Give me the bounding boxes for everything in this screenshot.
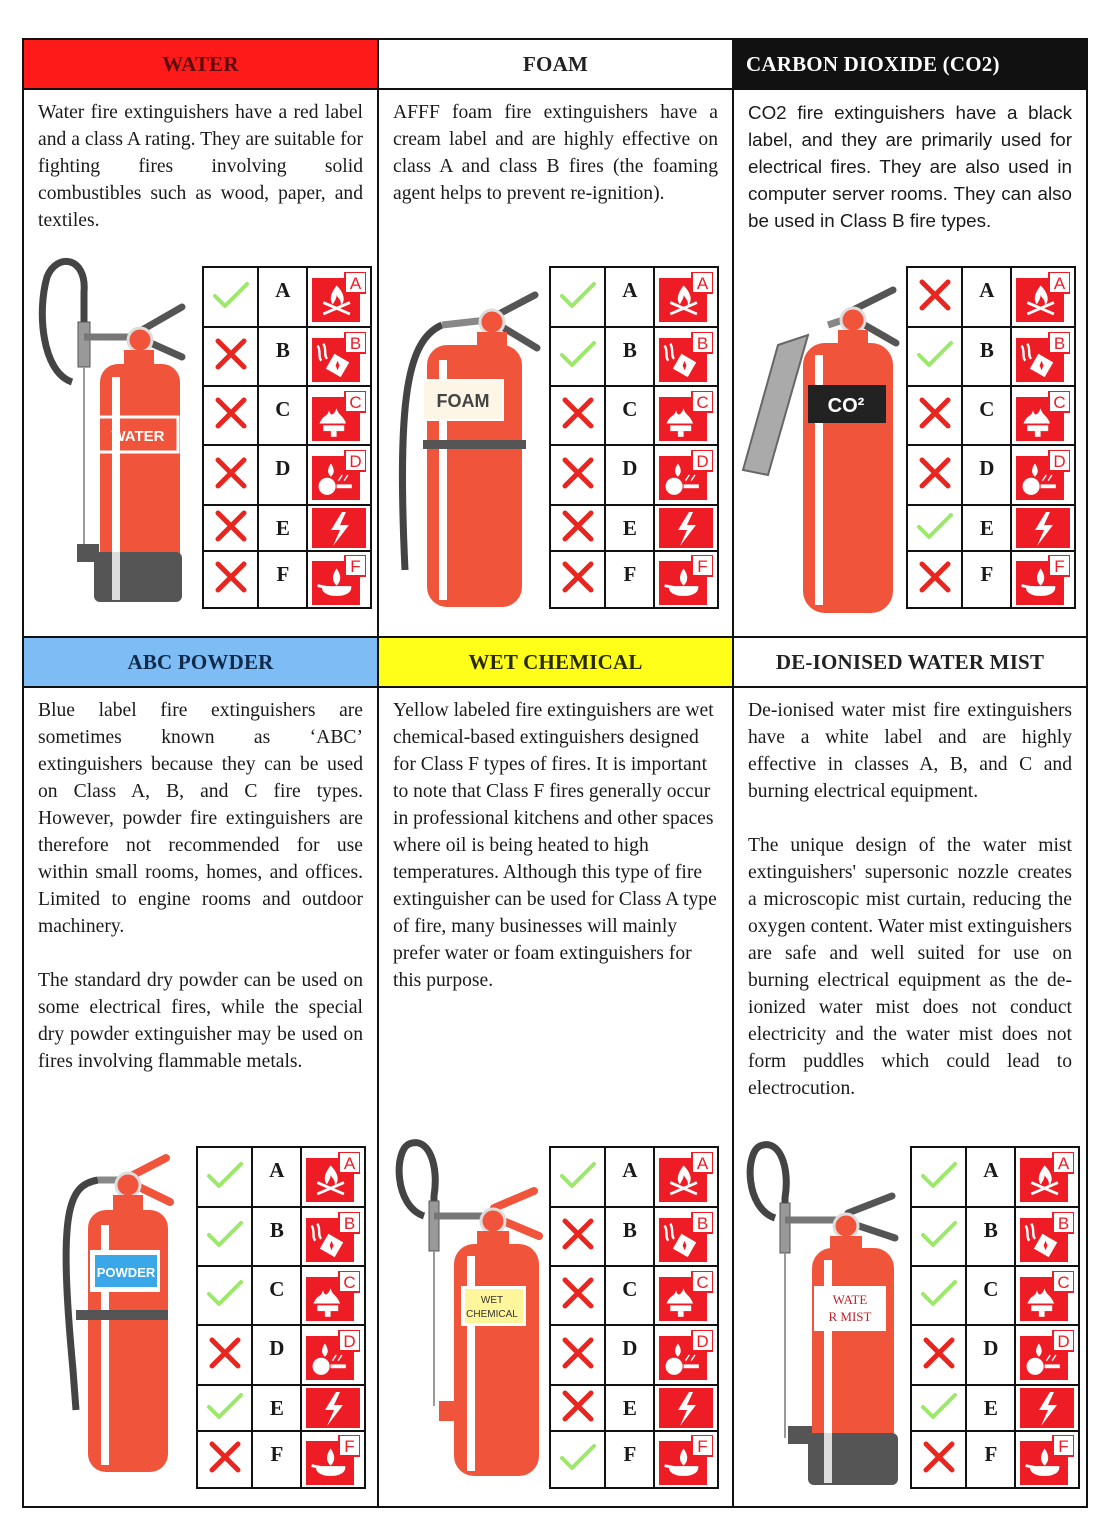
- description-paragraph: Yellow labeled fire extinguishers are wet chemical-based extinguishers designed for Class F types of fires. It is important to note that Class F fires generally occur in professional kitchens and other spaces where oil is being heated to high temperatures. Although this type of fire extinguisher can be used for Class A type of fire, many businesses will mainly prefer water or foam extinguishers for this purpose.: [393, 700, 717, 991]
- cross-icon: [907, 386, 962, 445]
- svg-text:F: F: [344, 1436, 355, 1456]
- svg-text:F: F: [697, 556, 708, 576]
- rating-row-class-a: [197, 1147, 365, 1207]
- cross-icon: [550, 1207, 605, 1266]
- fire-class-d-metal-icon: [654, 1325, 718, 1385]
- rating-row-class-e: [203, 505, 371, 551]
- svg-text:D: D: [696, 452, 709, 471]
- fire-class-letter: E: [252, 1385, 301, 1431]
- fire-class-b-liquid-icon: [654, 1207, 718, 1266]
- section-co2: [734, 40, 1086, 638]
- svg-text:B: B: [697, 1213, 709, 1233]
- cross-icon: [197, 1325, 252, 1385]
- svg-text:F: F: [1058, 1436, 1069, 1456]
- fire-class-letter: F: [605, 551, 654, 608]
- fire-class-a-solid-icon: [654, 267, 718, 327]
- cross-icon: [197, 1431, 252, 1488]
- section-title: CARBON DIOXIDE (CO2): [746, 51, 1000, 76]
- fire-class-c-gas-icon: [654, 386, 718, 445]
- fire-class-letter: C: [962, 386, 1011, 445]
- fire-class-letter: A: [966, 1147, 1015, 1207]
- co2-extinguisher-image: [738, 275, 908, 615]
- svg-text:C: C: [1053, 392, 1066, 412]
- fire-class-letter: B: [966, 1207, 1015, 1266]
- svg-text:A: A: [344, 1154, 356, 1173]
- section-header-foam: [379, 40, 732, 90]
- svg-text:D: D: [343, 1332, 356, 1351]
- fire-class-f-cooking-oil-icon: [654, 1431, 718, 1488]
- fire-class-letter: D: [605, 1325, 654, 1385]
- fire-class-c-gas-icon: [307, 386, 371, 445]
- fire-class-letter: A: [962, 267, 1011, 327]
- cross-icon: [203, 386, 258, 445]
- fire-class-f-cooking-oil-icon: [654, 551, 718, 608]
- fire-class-rating-table: [202, 266, 372, 609]
- section-header-wet-chemical: [379, 638, 732, 688]
- svg-text:A: A: [350, 274, 362, 293]
- rating-row-class-b: [197, 1207, 365, 1266]
- section-title: FOAM: [523, 51, 588, 76]
- cross-icon: [203, 505, 258, 551]
- check-icon: [550, 327, 605, 386]
- svg-text:C: C: [696, 392, 709, 412]
- check-icon: [911, 1147, 966, 1207]
- fire-class-a-solid-icon: [654, 1147, 718, 1207]
- fire-class-letter: C: [252, 1266, 301, 1325]
- check-icon: [911, 1266, 966, 1325]
- fire-class-b-liquid-icon: [301, 1207, 365, 1266]
- fire-class-b-liquid-icon: [654, 327, 718, 386]
- section-header-abc-powder: [24, 638, 377, 688]
- cross-icon: [203, 445, 258, 505]
- fire-class-d-metal-icon: [654, 445, 718, 505]
- check-icon: [550, 267, 605, 327]
- fire-class-letter: F: [605, 1431, 654, 1488]
- rating-row-class-f: [907, 551, 1075, 608]
- wet-chemical-extinguisher-image: [389, 1136, 549, 1481]
- section-water-mist: [734, 638, 1086, 1506]
- cross-icon: [550, 445, 605, 505]
- cross-icon: [550, 386, 605, 445]
- description-paragraph: The standard dry powder can be used on some electrical fires, while the special dry powder extinguisher may be used on fires involving flammable metals.: [38, 970, 363, 1072]
- section-description: [24, 90, 377, 234]
- description-paragraph: Water fire extinguishers have a red label and a class A rating. They are suitable for fighting fires involving solid combustibles such as wood, paper, and textiles.: [38, 102, 363, 231]
- rating-row-class-b: [911, 1207, 1079, 1266]
- check-icon: [911, 1385, 966, 1431]
- rating-row-class-a: [203, 267, 371, 327]
- fire-class-letter: A: [605, 267, 654, 327]
- fire-class-rating-table: [910, 1146, 1080, 1489]
- fire-class-letter: C: [605, 1266, 654, 1325]
- fire-class-e-electrical-icon: [1011, 505, 1075, 551]
- fire-class-letter: E: [605, 1385, 654, 1431]
- fire-class-letter: C: [258, 386, 307, 445]
- check-icon: [907, 327, 962, 386]
- rating-row-class-e: [911, 1385, 1079, 1431]
- rating-rows: [203, 267, 371, 608]
- fire-class-a-solid-icon: [1011, 267, 1075, 327]
- rating-row-class-b: [550, 1207, 718, 1266]
- cross-icon: [907, 445, 962, 505]
- svg-text:D: D: [349, 452, 362, 471]
- rating-row-class-c: [550, 386, 718, 445]
- description-paragraph: Blue label fire extinguishers are sometimes known as ‘ABC’ extinguishers because they can be used on Class A, B, and C fire types. However, powder fire extinguishers are therefore not recommended for use within small rooms, homes, and offices. Limited to engine rooms and outdoor machinery.: [38, 700, 363, 937]
- fire-class-a-solid-icon: [307, 267, 371, 327]
- section-header-water-mist: [734, 638, 1086, 688]
- section-foam: [379, 40, 734, 638]
- fire-class-b-liquid-icon: [307, 327, 371, 386]
- fire-class-letter: A: [258, 267, 307, 327]
- fire-class-letter: C: [605, 386, 654, 445]
- description-paragraph: AFFF foam fire extinguishers have a cream label and are highly effective on class A and class B fires (the foaming agent helps to prevent re-ignition).: [393, 102, 718, 204]
- fire-class-letter: A: [252, 1147, 301, 1207]
- section-title: WATER: [162, 51, 239, 76]
- svg-text:A: A: [1058, 1154, 1070, 1173]
- check-icon: [550, 1431, 605, 1488]
- section-description: [24, 688, 377, 1075]
- fire-class-e-electrical-icon: [301, 1385, 365, 1431]
- svg-text:A: A: [697, 274, 709, 293]
- extinguisher-label-line2: R MIST: [828, 1309, 872, 1324]
- fire-class-e-electrical-icon: [1015, 1385, 1079, 1431]
- rating-row-class-b: [203, 327, 371, 386]
- rating-row-class-f: [550, 551, 718, 608]
- section-header-water: [24, 40, 377, 90]
- extinguisher-label-line1: WET: [480, 1295, 504, 1306]
- rating-row-class-f: [203, 551, 371, 608]
- rating-row-class-c: [907, 386, 1075, 445]
- fire-class-f-cooking-oil-icon: [301, 1431, 365, 1488]
- rating-row-class-c: [550, 1266, 718, 1325]
- fire-class-letter: F: [258, 551, 307, 608]
- fire-class-f-cooking-oil-icon: [307, 551, 371, 608]
- fire-class-a-solid-icon: [1015, 1147, 1079, 1207]
- extinguisher-label: CO²: [827, 395, 865, 417]
- check-icon: [197, 1266, 252, 1325]
- check-icon: [907, 505, 962, 551]
- extinguisher-label-line2: CHEMICAL: [466, 1309, 518, 1320]
- fire-class-b-liquid-icon: [1015, 1207, 1079, 1266]
- rating-row-class-d: [197, 1325, 365, 1385]
- svg-text:D: D: [1053, 452, 1066, 471]
- section-title: WET CHEMICAL: [468, 649, 643, 674]
- fire-class-c-gas-icon: [1011, 386, 1075, 445]
- rating-row-class-a: [550, 1147, 718, 1207]
- fire-class-rating-table: [906, 266, 1076, 609]
- description-paragraph: De-ionised water mist fire extinguishers have a white label and are highly effective in classes A, B, and C and burning electrical equipment.: [748, 700, 1072, 802]
- fire-class-e-electrical-icon: [307, 505, 371, 551]
- svg-text:B: B: [697, 333, 709, 353]
- rating-rows: [907, 267, 1075, 608]
- water-extinguisher-image: [32, 252, 192, 607]
- fire-class-letter: D: [962, 445, 1011, 505]
- svg-text:D: D: [1057, 1332, 1070, 1351]
- check-icon: [550, 1147, 605, 1207]
- cross-icon: [907, 551, 962, 608]
- fire-class-letter: E: [605, 505, 654, 551]
- fire-class-e-electrical-icon: [654, 1385, 718, 1431]
- check-icon: [197, 1207, 252, 1266]
- fire-class-letter: F: [962, 551, 1011, 608]
- fire-class-letter: D: [605, 445, 654, 505]
- rating-row-class-d: [203, 445, 371, 505]
- check-icon: [197, 1147, 252, 1207]
- svg-text:C: C: [1057, 1272, 1070, 1292]
- fire-class-rating-table: [196, 1146, 366, 1489]
- rating-row-class-f: [197, 1431, 365, 1488]
- cross-icon: [550, 551, 605, 608]
- section-water: [24, 40, 379, 638]
- fire-class-d-metal-icon: [1011, 445, 1075, 505]
- rating-row-class-d: [911, 1325, 1079, 1385]
- section-wet-chemical: [379, 638, 734, 1506]
- water-mist-extinguisher-image: [740, 1138, 900, 1488]
- rating-rows: [550, 267, 718, 608]
- fire-class-letter: F: [252, 1431, 301, 1488]
- fire-class-letter: E: [258, 505, 307, 551]
- svg-text:F: F: [350, 556, 361, 576]
- fire-class-letter: B: [252, 1207, 301, 1266]
- rating-rows: [197, 1147, 365, 1488]
- section-title: ABC POWDER: [127, 649, 274, 674]
- rating-row-class-d: [907, 445, 1075, 505]
- fire-class-letter: D: [258, 445, 307, 505]
- extinguisher-label: WATER: [111, 428, 165, 445]
- fire-class-letter: A: [605, 1147, 654, 1207]
- svg-text:B: B: [1054, 333, 1066, 353]
- fire-class-f-cooking-oil-icon: [1015, 1431, 1079, 1488]
- extinguisher-types-grid: [22, 38, 1088, 1508]
- fire-class-letter: E: [966, 1385, 1015, 1431]
- section-description: [734, 90, 1086, 234]
- rating-row-class-e: [197, 1385, 365, 1431]
- rating-rows: [550, 1147, 718, 1488]
- extinguisher-label: FOAM: [436, 391, 490, 411]
- svg-text:C: C: [696, 1272, 709, 1292]
- check-icon: [203, 267, 258, 327]
- fire-class-d-metal-icon: [1015, 1325, 1079, 1385]
- extinguisher-label-line1: WATE: [832, 1292, 868, 1307]
- svg-text:B: B: [344, 1213, 356, 1233]
- rating-row-class-d: [550, 445, 718, 505]
- rating-row-class-f: [911, 1431, 1079, 1488]
- section-title: DE-IONISED WATER MIST: [775, 649, 1045, 674]
- fire-class-rating-table: [549, 1146, 719, 1489]
- fire-class-a-solid-icon: [301, 1147, 365, 1207]
- rating-row-class-e: [550, 1385, 718, 1431]
- fire-class-letter: B: [258, 327, 307, 386]
- fire-class-letter: E: [962, 505, 1011, 551]
- fire-class-letter: B: [962, 327, 1011, 386]
- check-icon: [197, 1385, 252, 1431]
- powder-extinguisher-image: [38, 1150, 188, 1480]
- fire-class-d-metal-icon: [301, 1325, 365, 1385]
- cross-icon: [907, 267, 962, 327]
- fire-class-letter: C: [966, 1266, 1015, 1325]
- extinguisher-label: POWDER: [96, 1265, 156, 1280]
- fire-class-f-cooking-oil-icon: [1011, 551, 1075, 608]
- rating-row-class-a: [907, 267, 1075, 327]
- fire-class-letter: B: [605, 1207, 654, 1266]
- fire-class-letter: D: [252, 1325, 301, 1385]
- fire-class-c-gas-icon: [1015, 1266, 1079, 1325]
- fire-class-e-electrical-icon: [654, 505, 718, 551]
- rating-row-class-f: [550, 1431, 718, 1488]
- fire-class-letter: F: [966, 1431, 1015, 1488]
- cross-icon: [203, 327, 258, 386]
- svg-text:A: A: [1054, 274, 1066, 293]
- section-abc-powder: [24, 638, 379, 1506]
- cross-icon: [550, 1385, 605, 1431]
- section-header-co2: [734, 40, 1086, 90]
- fire-class-d-metal-icon: [307, 445, 371, 505]
- svg-text:C: C: [343, 1272, 356, 1292]
- svg-text:C: C: [349, 392, 362, 412]
- fire-class-letter: B: [605, 327, 654, 386]
- fire-class-c-gas-icon: [654, 1266, 718, 1325]
- svg-text:F: F: [697, 1436, 708, 1456]
- svg-text:A: A: [697, 1154, 709, 1173]
- section-description: [734, 688, 1086, 1102]
- section-description: [379, 90, 732, 207]
- cross-icon: [911, 1431, 966, 1488]
- rating-row-class-a: [550, 267, 718, 327]
- rating-row-class-c: [911, 1266, 1079, 1325]
- section-description: [379, 688, 732, 994]
- description-paragraph: The unique design of the water mist extinguishers' supersonic nozzle creates a microscopic mist curtain, reducing the oxygen content. Water mist extinguishers are safe and well suited for use on burning electrical equipment as the de-ionized water mist does not conduct electricity and the water mist does not form puddles which could lead to electrocution.: [748, 835, 1073, 1099]
- rating-row-class-e: [907, 505, 1075, 551]
- cross-icon: [550, 505, 605, 551]
- rating-row-class-e: [550, 505, 718, 551]
- fire-class-b-liquid-icon: [1011, 327, 1075, 386]
- svg-text:F: F: [1054, 556, 1065, 576]
- rating-row-class-b: [550, 327, 718, 386]
- rating-row-class-c: [203, 386, 371, 445]
- description-paragraph: CO2 fire extinguishers have a black label, and they are primarily used for electrical fires. They are also used in computer server rooms. They can also be used in Class B fire types.: [748, 102, 1072, 231]
- rating-row-class-a: [911, 1147, 1079, 1207]
- svg-text:B: B: [350, 333, 362, 353]
- cross-icon: [203, 551, 258, 608]
- svg-text:D: D: [696, 1332, 709, 1351]
- foam-extinguisher-image: [387, 270, 547, 615]
- rating-row-class-c: [197, 1266, 365, 1325]
- check-icon: [911, 1207, 966, 1266]
- cross-icon: [550, 1266, 605, 1325]
- fire-class-rating-table: [549, 266, 719, 609]
- svg-text:B: B: [1058, 1213, 1070, 1233]
- rating-rows: [911, 1147, 1079, 1488]
- rating-row-class-b: [907, 327, 1075, 386]
- cross-icon: [911, 1325, 966, 1385]
- fire-class-c-gas-icon: [301, 1266, 365, 1325]
- fire-class-letter: D: [966, 1325, 1015, 1385]
- cross-icon: [550, 1325, 605, 1385]
- rating-row-class-d: [550, 1325, 718, 1385]
